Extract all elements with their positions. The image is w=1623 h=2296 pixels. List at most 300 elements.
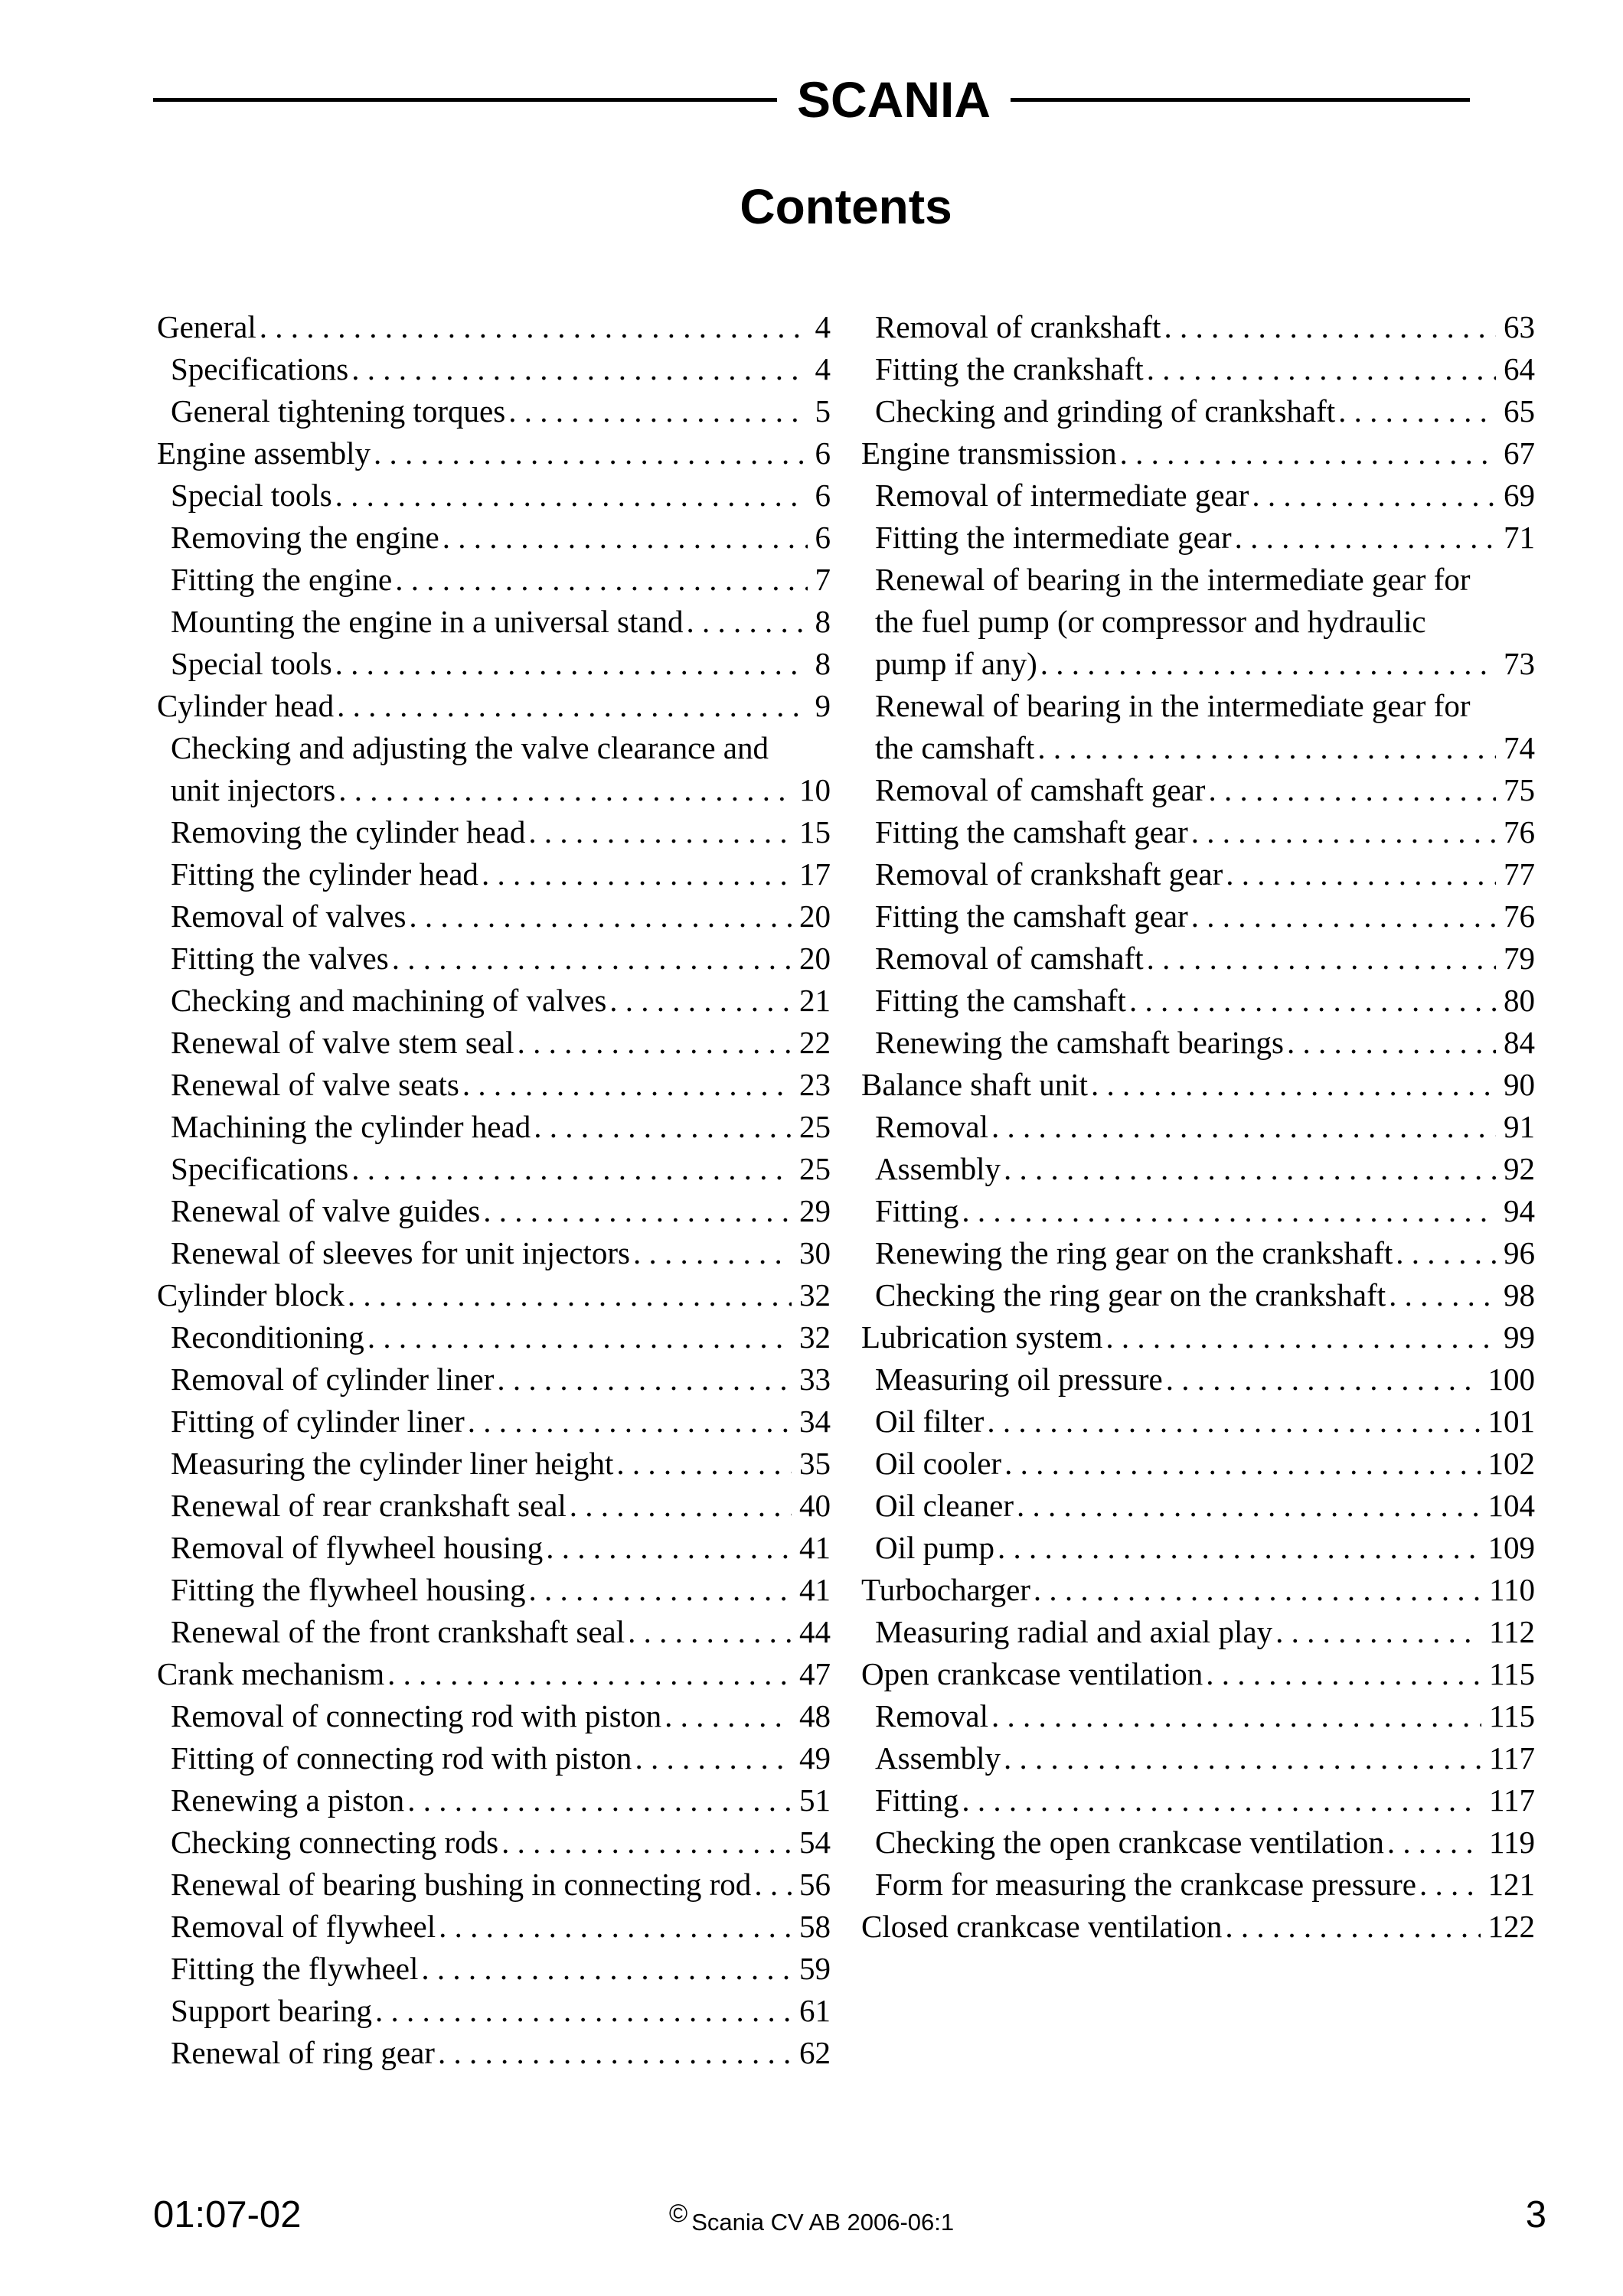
toc-entry-section [861,1316,1535,1358]
toc-entry-line [875,853,1535,895]
toc-page-number: 22 [799,1025,831,1060]
toc-entry-line [861,1316,1535,1358]
toc-entry-text: Reconditioning [171,1319,364,1355]
toc-entry [157,1316,831,1358]
toc-entry-line [875,1527,1535,1569]
toc-entry-text: Balance shaft unit [861,1067,1089,1102]
toc-page-number: 40 [799,1488,831,1523]
toc-entry [157,1232,831,1274]
toc-entry-text: Open crankcase ventilation [861,1656,1203,1691]
toc-entry [157,2032,831,2074]
toc-entry-line [171,1695,831,1737]
dot-leader [1235,517,1496,559]
toc-page-number: 99 [1504,1319,1535,1355]
dot-leader [1004,1737,1481,1779]
scania-logo: SCANIA [797,71,991,128]
toc-entry [157,1527,831,1569]
toc-entry-text: Closed crankcase ventilation [861,1909,1223,1944]
toc-page-number: 117 [1489,1782,1535,1818]
toc-entry-line [171,1064,831,1106]
table-of-contents [157,306,1535,2074]
toc-page-number: 117 [1489,1740,1535,1776]
document-code: 01:07-02 [153,2194,302,2236]
dot-leader [518,1022,792,1064]
toc-entry-line [875,1022,1535,1064]
dot-leader [1129,980,1496,1022]
toc-page-number: 76 [1504,899,1535,934]
toc-entry-line [861,1064,1535,1106]
toc-entry [157,980,831,1022]
dot-leader [998,1527,1480,1569]
toc-page-number: 121 [1487,1867,1535,1902]
toc-entry-text: Fitting the camshaft gear [875,899,1188,934]
dot-leader [351,348,807,390]
footer [0,2194,1623,2250]
toc-page-number: 110 [1489,1572,1535,1607]
toc-entry [861,1232,1535,1274]
dot-leader [335,643,808,685]
toc-entry-line [875,1358,1535,1401]
dot-leader [570,1485,792,1527]
toc-page-number: 67 [1504,435,1535,471]
toc-entry [157,1022,831,1064]
toc-entry-text: General [157,309,256,344]
toc-entry-text: Fitting [875,1193,959,1228]
toc-entry [861,811,1535,853]
toc-entry-text: Engine assembly [157,435,371,471]
toc-page-number: 8 [815,604,831,639]
dot-leader [962,1190,1496,1232]
toc-entry [157,517,831,559]
toc-entry-text: the camshaft [875,730,1035,765]
dot-leader [1396,1232,1496,1274]
toc-entry [157,811,831,853]
toc-entry-line [875,559,1535,601]
toc-entry-line [171,1821,831,1864]
toc-entry [861,1401,1535,1443]
toc-page-number: 73 [1504,646,1535,681]
dot-leader [1387,1821,1481,1864]
toc-page-number: 33 [799,1362,831,1397]
toc-entry-line [171,938,831,980]
toc-page-number: 4 [815,309,831,344]
toc-entry [157,1948,831,1990]
toc-entry-text: Removal [875,1698,989,1733]
toc-entry-text: Oil filter [875,1404,985,1439]
toc-page-number: 96 [1504,1235,1535,1270]
toc-entry-text: Removing the cylinder head [171,814,526,850]
toc-entry-line [171,769,831,811]
dot-leader [1166,1358,1481,1401]
toc-entry-line [171,727,831,769]
toc-entry [861,853,1535,895]
toc-entry-line [171,1401,831,1443]
dot-leader [1017,1485,1481,1527]
dot-leader [1120,432,1496,475]
toc-entry [861,1611,1535,1653]
toc-entry-text: Cylinder block [157,1277,345,1313]
toc-page-number: 77 [1504,856,1535,892]
toc-entry [157,1569,831,1611]
toc-entry-text: Fitting of connecting rod with piston [171,1740,632,1776]
toc-entry-line [171,1232,831,1274]
header-rule-right [1011,98,1470,102]
toc-entry [861,1864,1535,1906]
toc-entry [157,1358,831,1401]
toc-entry [157,1485,831,1527]
toc-page-number: 51 [799,1782,831,1818]
toc-entry [157,1443,831,1485]
toc-entry-line [875,390,1535,432]
dot-leader [1389,1274,1496,1316]
toc-entry-line [875,980,1535,1022]
toc-entry-text: Measuring radial and axial play [875,1614,1273,1649]
toc-entry [157,1990,831,2032]
toc-entry [861,1779,1535,1821]
page-title: Contents [740,179,952,234]
toc-entry-section [157,306,831,348]
toc-entry-text: Assembly [875,1740,1001,1776]
toc-page-number: 65 [1504,393,1535,429]
dot-leader [1164,306,1496,348]
toc-entry-text: Special tools [171,478,332,513]
toc-entry-line [171,853,831,895]
toc-page-number: 25 [799,1109,831,1144]
toc-page-number: 23 [799,1067,831,1102]
toc-page-number: 20 [799,941,831,976]
toc-entry-text: Removal of connecting rod with piston [171,1698,662,1733]
toc-entry-text: Fitting the camshaft gear [875,814,1188,850]
toc-entry-text: Fitting of cylinder liner [171,1404,465,1439]
dot-leader [1252,475,1496,517]
toc-page-number: 91 [1504,1109,1535,1144]
toc-entry-text: General tightening torques [171,393,506,429]
toc-page-number: 84 [1504,1025,1535,1060]
toc-entry-text: Checking and machining of valves [171,983,607,1018]
toc-entry-line [875,348,1535,390]
dot-leader [483,1190,792,1232]
toc-entry-text: Removal of intermediate gear [875,478,1249,513]
toc-entry-text: Fitting the intermediate gear [875,520,1232,555]
toc-entry-line [875,1779,1535,1821]
dot-leader [1004,1443,1480,1485]
dot-leader [1040,643,1496,685]
dot-leader [421,1948,792,1990]
toc-page-number: 74 [1504,730,1535,765]
toc-page-number: 80 [1504,983,1535,1018]
toc-entry-line [171,1022,831,1064]
toc-entry [157,643,831,685]
toc-entry [157,1106,831,1148]
toc-entry-line [875,769,1535,811]
toc-entry-line [171,390,831,432]
toc-page-number: 71 [1504,520,1535,555]
toc-entry-text: Machining the cylinder head [171,1109,531,1144]
toc-entry-line [171,980,831,1022]
toc-page-number: 98 [1504,1277,1535,1313]
dot-leader [392,938,792,980]
toc-entry-line [875,811,1535,853]
copyright-symbol: © [668,2199,688,2227]
toc-page-number: 25 [799,1151,831,1186]
toc-page-number: 90 [1504,1067,1535,1102]
toc-entry-text: the fuel pump (or compressor and hydraulic [875,604,1426,639]
dot-leader [1191,811,1496,853]
toc-entry-section [861,1064,1535,1106]
toc-entry [861,559,1535,685]
dot-leader [546,1527,792,1569]
toc-entry-text: Assembly [875,1151,1001,1186]
toc-page-number: 8 [815,646,831,681]
toc-entry-line [171,895,831,938]
toc-entry [157,1821,831,1864]
dot-leader [1091,1064,1496,1106]
dot-leader [335,475,808,517]
toc-page-number: 119 [1489,1825,1535,1860]
dot-leader [1037,727,1496,769]
toc-entry [861,685,1535,769]
toc-entry-line [875,1232,1535,1274]
toc-entry-line [875,1190,1535,1232]
toc-entry-line [171,475,831,517]
toc-entry-section [157,432,831,475]
toc-entry-line [171,1569,831,1611]
dot-leader [338,769,792,811]
toc-entry-line [861,1653,1535,1695]
toc-entry [861,895,1535,938]
dot-leader [1225,1906,1480,1948]
toc-entry-line [875,1864,1535,1906]
toc-entry-text: Lubrication system [861,1319,1103,1355]
toc-entry-text: Mounting the engine in a universal stand [171,604,684,639]
toc-page-number: 94 [1504,1193,1535,1228]
dot-leader [991,1695,1481,1737]
toc-page-number: 32 [799,1319,831,1355]
dot-leader [395,559,807,601]
toc-entry-line [171,601,831,643]
toc-page-number: 48 [799,1698,831,1733]
toc-entry-line [875,306,1535,348]
dot-leader [616,1443,792,1485]
toc-entry-line [861,1569,1535,1611]
toc-entry-line [171,1485,831,1527]
toc-entry-text: Specifications [171,351,349,386]
toc-entry-text: Fitting the cylinder head [171,856,478,892]
dot-leader [337,685,807,727]
dot-leader [609,980,792,1022]
dot-leader [962,1779,1481,1821]
toc-entry-line [875,895,1535,938]
toc-entry-text: Fitting [875,1782,959,1818]
header [153,73,1470,126]
toc-entry [157,938,831,980]
toc-entry-text: Renewal of bearing in the intermediate gear for [875,688,1471,723]
dot-leader [409,895,792,938]
toc-page-number: 41 [799,1572,831,1607]
toc-page-number: 122 [1487,1909,1535,1944]
toc-entry-line [171,643,831,685]
dot-leader [348,1274,792,1316]
dot-leader [387,1653,792,1695]
page-number: 3 [1525,2194,1546,2236]
toc-page-number: 64 [1504,351,1535,386]
toc-entry-text: Fitting the camshaft [875,983,1126,1018]
toc-entry-text: Checking the ring gear on the crankshaft [875,1277,1386,1313]
toc-entry [157,727,831,811]
toc-entry-line [171,1906,831,1948]
toc-entry-line [171,1864,831,1906]
toc-entry [157,1737,831,1779]
toc-entry-text: Removal of camshaft gear [875,772,1206,807]
toc-page-number: 41 [799,1530,831,1565]
dot-leader [1226,853,1496,895]
toc-entry-line [157,1274,831,1316]
toc-entry-line [875,1821,1535,1864]
toc-entry [861,1443,1535,1485]
dot-leader [1191,895,1496,938]
toc-entry-text: Turbocharger [861,1572,1030,1607]
toc-entry-line [875,1737,1535,1779]
toc-page-number: 6 [815,520,831,555]
dot-leader [534,1106,792,1148]
toc-entry-text: Removal of camshaft [875,941,1144,976]
toc-entry [157,601,831,643]
toc-page-number: 75 [1504,772,1535,807]
toc-entry-section [157,685,831,727]
toc-entry-section [861,1569,1535,1611]
dot-leader [628,1611,792,1653]
toc-entry-line [171,1106,831,1148]
toc-entry-line [171,1948,831,1990]
toc-entry [157,475,831,517]
toc-entry-line [171,517,831,559]
toc-entry [157,895,831,938]
toc-entry [861,390,1535,432]
toc-column-right [861,306,1535,2074]
dot-leader [1419,1864,1481,1906]
toc-entry-text: Oil pump [875,1530,995,1565]
toc-entry-text: Crank mechanism [157,1656,385,1691]
dot-leader [508,390,807,432]
toc-entry [157,348,831,390]
dot-leader [1287,1022,1496,1064]
dot-leader [1338,390,1496,432]
toc-page-number: 49 [799,1740,831,1776]
copyright-text: Scania CV AB 2006-06:1 [691,2209,955,2236]
toc-entry [861,517,1535,559]
toc-entry-text: Checking connecting rods [171,1825,499,1860]
toc-entry-line [875,1274,1535,1316]
toc-entry-text: Specifications [171,1151,349,1186]
toc-entry-text: Support bearing [171,1993,373,2028]
toc-entry-text: Special tools [171,646,332,681]
toc-entry-line [157,1653,831,1695]
toc-entry-text: Removal [875,1109,989,1144]
dot-leader [351,1148,792,1190]
toc-entry-line [171,1990,831,2032]
toc-entry-text: Removal of flywheel housing [171,1530,544,1565]
toc-page-number: 21 [799,983,831,1018]
toc-entry [861,1106,1535,1148]
toc-entry [861,475,1535,517]
toc-entry-text: Renewing the ring gear on the crankshaft [875,1235,1393,1270]
dot-leader [529,1569,792,1611]
dot-leader [367,1316,792,1358]
dot-leader [375,1990,792,2032]
dot-leader [407,1779,792,1821]
toc-entry [157,1148,831,1190]
toc-entry-text: Measuring oil pressure [875,1362,1163,1397]
toc-entry-section [157,1653,831,1695]
toc-entry [157,1064,831,1106]
toc-entry [861,1274,1535,1316]
toc-entry-text: Renewal of the front crankshaft seal [171,1614,625,1649]
dot-leader [1206,1653,1481,1695]
toc-entry [861,1148,1535,1190]
toc-entry-line [171,1611,831,1653]
toc-entry [157,1864,831,1906]
toc-page-number: 59 [799,1951,831,1986]
toc-entry-text: Renewing a piston [171,1782,405,1818]
toc-entry-line [171,811,831,853]
toc-entry [157,390,831,432]
toc-entry [861,769,1535,811]
toc-entry-line [875,1443,1535,1485]
toc-page-number: 47 [799,1656,831,1691]
toc-entry-line [875,517,1535,559]
toc-entry-text: Checking and grinding of crankshaft [875,393,1336,429]
toc-entry [861,1527,1535,1569]
toc-page-number: 58 [799,1909,831,1944]
toc-entry-line [171,1358,831,1401]
toc-entry-line [171,1443,831,1485]
toc-page-number: 61 [799,1993,831,2028]
toc-entry-text: Removal of crankshaft gear [875,856,1223,892]
toc-entry-line [875,1485,1535,1527]
toc-entry-line [171,1737,831,1779]
toc-entry-text: Engine transmission [861,435,1117,471]
toc-entry-section [157,1274,831,1316]
toc-entry-line [875,1611,1535,1653]
dot-leader [1147,938,1496,980]
toc-entry-text: pump if any) [875,646,1037,681]
toc-entry [861,306,1535,348]
toc-entry-text: Measuring the cylinder liner height [171,1446,614,1481]
toc-page-number: 6 [815,435,831,471]
toc-entry [157,1401,831,1443]
toc-entry-line [875,938,1535,980]
toc-entry [157,1906,831,1948]
toc-page-number: 44 [799,1614,831,1649]
toc-entry-text: Checking the open crankcase ventilation [875,1825,1384,1860]
toc-entry-line [861,1906,1535,1948]
toc-page-number: 92 [1504,1151,1535,1186]
toc-entry-text: Removal of flywheel [171,1909,436,1944]
toc-page-number: 115 [1489,1698,1535,1733]
copyright-notice [0,2199,1623,2236]
toc-entry-text: Removal of crankshaft [875,309,1161,344]
toc-page-number: 63 [1504,309,1535,344]
toc-entry-line [875,1695,1535,1737]
toc-entry-text: Removal of cylinder liner [171,1362,495,1397]
toc-entry-line [171,559,831,601]
toc-entry-text: Fitting the valves [171,941,389,976]
toc-page-number: 109 [1487,1530,1535,1565]
toc-page-number: 4 [815,351,831,386]
toc-entry-text: Fitting the flywheel [171,1951,419,1986]
dot-leader [1034,1569,1481,1611]
toc-page-number: 54 [799,1825,831,1860]
